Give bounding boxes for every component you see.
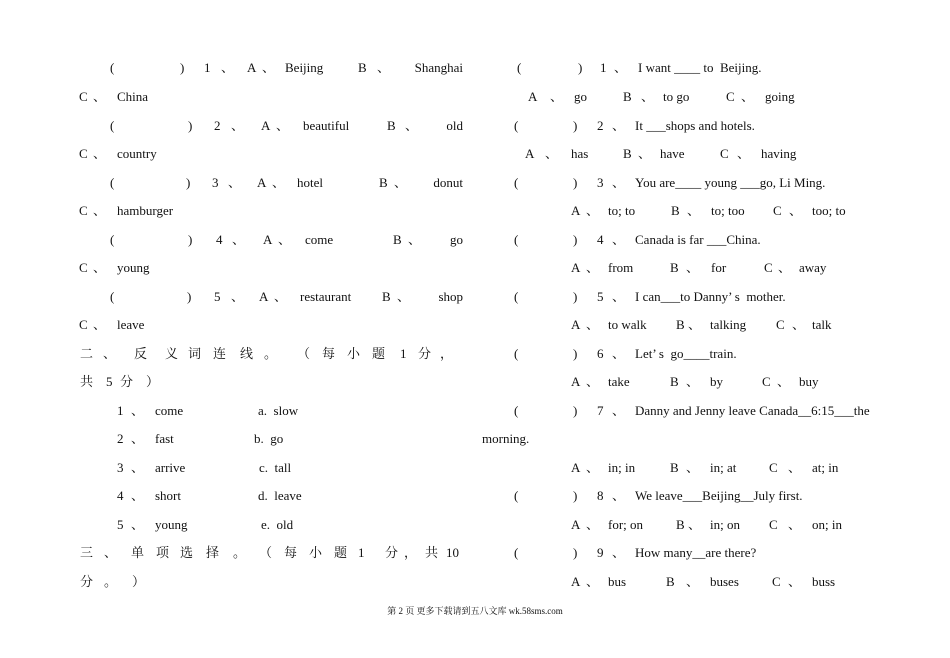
match-item-word: fast: [155, 431, 174, 446]
number-separator: 、: [612, 545, 626, 560]
section-heading-char: 。: [233, 545, 247, 560]
section-heading-char: 每: [284, 545, 298, 560]
answer-paren-open: (: [517, 60, 522, 75]
section-heading-char: ）: [132, 574, 146, 589]
option-b-text: in; on: [710, 517, 740, 532]
section-heading-char: 小: [309, 545, 323, 560]
option-c-label: C: [769, 460, 778, 475]
option-separator: 、: [93, 146, 107, 161]
number-separator: 、: [232, 232, 246, 247]
section-heading-char: ）: [146, 374, 160, 389]
option-separator: 、: [586, 374, 600, 389]
option-c-text: hamburger: [117, 203, 174, 218]
question-number: 4: [597, 232, 604, 247]
section-heading-char: ，: [440, 346, 454, 361]
option-b-label: B: [676, 517, 685, 532]
question-number: 7: [597, 403, 604, 418]
section-heading-char: 共: [425, 545, 439, 560]
number-separator: 、: [231, 289, 245, 304]
answer-paren-open: (: [110, 60, 115, 75]
section-heading-char: （: [297, 346, 311, 361]
section-heading-char: 分: [80, 574, 94, 589]
answer-paren-open: (: [514, 545, 519, 560]
option-c-text: at; in: [812, 460, 839, 475]
option-a-text: from: [608, 260, 634, 275]
match-item-option: e. old: [261, 517, 294, 532]
answer-paren-open: (: [514, 403, 519, 418]
option-a-text: hotel: [297, 175, 323, 190]
match-item-word: young: [155, 517, 188, 532]
option-separator: 、: [586, 260, 600, 275]
option-c-label: C: [726, 89, 735, 104]
question-text: Danny and Jenny leave Canada__6:15___the: [635, 403, 870, 418]
option-separator: 、: [788, 460, 802, 475]
answer-paren-open: (: [514, 488, 519, 503]
option-b-text: to; too: [711, 203, 745, 218]
option-separator: 、: [93, 89, 107, 104]
section-heading-char: （: [259, 545, 273, 560]
option-c-label: C: [776, 317, 785, 332]
option-c-text: talk: [812, 317, 832, 332]
option-b-label: B: [387, 118, 396, 133]
section-heading-char: 每: [322, 346, 336, 361]
option-b-label: B: [623, 89, 632, 104]
section-heading-char: 题: [334, 545, 348, 560]
option-a-text: Beijing: [285, 60, 324, 75]
answer-paren-close: ): [578, 60, 583, 75]
option-b-label: B: [358, 60, 367, 75]
option-separator: 、: [93, 203, 107, 218]
option-separator: 、: [405, 118, 419, 133]
option-separator: 、: [686, 460, 700, 475]
section-heading-char: 线: [240, 346, 254, 361]
option-c-label: C: [79, 146, 88, 161]
question-text: Canada is far ___China.: [635, 232, 761, 247]
option-a-label: A: [571, 374, 581, 389]
question-number: 2: [597, 118, 604, 133]
option-separator: 、: [686, 574, 700, 589]
option-a-text: beautiful: [303, 118, 350, 133]
option-c-text: away: [799, 260, 827, 275]
option-separator: 、: [377, 60, 391, 75]
answer-paren-open: (: [514, 118, 519, 133]
option-a-label: A: [259, 289, 269, 304]
question-number: 8: [597, 488, 604, 503]
answer-paren-open: (: [514, 346, 519, 361]
section-heading-char: 。: [104, 574, 118, 589]
match-item-word: come: [155, 403, 184, 418]
answer-paren-close: ): [180, 60, 185, 75]
question-number: 3: [597, 175, 604, 190]
question-text: We leave___Beijing__July first.: [635, 488, 803, 503]
section-heading-char: 题: [372, 346, 386, 361]
answer-paren-close: ): [573, 488, 578, 503]
answer-paren-open: (: [110, 118, 115, 133]
option-c-label: C: [720, 146, 729, 161]
option-separator: 、: [586, 517, 600, 532]
option-a-label: A: [571, 260, 581, 275]
question-text: I want ____ to Beijing.: [638, 60, 762, 75]
section-heading-char: 、: [104, 545, 118, 560]
match-item-option: a. slow: [258, 403, 299, 418]
option-b-label: B: [666, 574, 675, 589]
answer-paren-close: ): [573, 403, 578, 418]
option-b-text: shop: [438, 289, 463, 304]
section-heading-char: 分: [385, 545, 399, 560]
option-b-label: B: [379, 175, 388, 190]
section-heading-char: 共: [80, 374, 94, 389]
answer-paren-close: ): [573, 346, 578, 361]
match-item-option: c. tall: [259, 460, 292, 475]
section-heading-char: 5: [106, 374, 113, 389]
match-item-number: 1: [117, 403, 124, 418]
option-separator: 、: [687, 203, 701, 218]
option-b-text: Shanghai: [414, 60, 463, 75]
option-separator: 、: [586, 574, 600, 589]
option-c-label: C: [79, 317, 88, 332]
answer-paren-close: ): [187, 289, 192, 304]
question-number: 1: [204, 60, 211, 75]
section-heading-char: 项: [156, 545, 170, 560]
option-b-text: buses: [710, 574, 739, 589]
answer-paren-open: (: [514, 175, 519, 190]
answer-paren-close: ): [188, 232, 193, 247]
answer-paren-close: ): [573, 118, 578, 133]
number-separator: 、: [131, 403, 145, 418]
number-separator: 、: [612, 232, 626, 247]
option-a-text: to; to: [608, 203, 636, 218]
section-heading-char: 择: [206, 545, 220, 560]
section-heading-char: 词: [188, 346, 202, 361]
section-heading-char: 1: [400, 346, 407, 361]
option-separator: 、: [788, 574, 802, 589]
question-number: 5: [597, 289, 604, 304]
match-item-word: short: [155, 488, 181, 503]
question-text: How many__are there?: [635, 545, 757, 560]
option-c-text: having: [761, 146, 797, 161]
match-item-number: 3: [117, 460, 124, 475]
option-a-text: in; in: [608, 460, 636, 475]
option-separator: 、: [638, 146, 652, 161]
option-a-label: A: [247, 60, 257, 75]
option-separator: 、: [408, 232, 422, 247]
option-c-text: leave: [117, 317, 145, 332]
option-separator: 、: [686, 374, 700, 389]
number-separator: 、: [612, 289, 626, 304]
number-separator: 、: [131, 517, 145, 532]
page-footer: 第 2 页 更多下载请到五八文库 wk.58sms.com: [387, 606, 563, 616]
option-separator: 、: [545, 146, 559, 161]
option-separator: 、: [789, 203, 803, 218]
option-separator: 、: [272, 175, 286, 190]
question-number: 9: [597, 545, 604, 560]
option-separator: 、: [792, 317, 806, 332]
option-a-label: A: [261, 118, 271, 133]
option-separator: 、: [777, 374, 791, 389]
option-a-text: to walk: [608, 317, 647, 332]
option-c-text: buss: [812, 574, 836, 589]
option-separator: 、: [686, 260, 700, 275]
option-a-text: come: [305, 232, 334, 247]
option-b-label: B: [393, 232, 402, 247]
option-b-label: B: [676, 317, 685, 332]
question-number: 5: [214, 289, 221, 304]
option-separator: 、: [586, 203, 600, 218]
option-b-text: for: [711, 260, 727, 275]
option-c-text: too; to: [812, 203, 846, 218]
number-separator: 、: [612, 118, 626, 133]
number-separator: 、: [131, 460, 145, 475]
match-item-number: 5: [117, 517, 124, 532]
option-a-label: A: [571, 317, 581, 332]
question-number: 4: [216, 232, 223, 247]
option-b-label: B: [670, 460, 679, 475]
section-heading-char: 选: [180, 545, 194, 560]
option-separator: 、: [397, 289, 411, 304]
match-item-option: d. leave: [258, 488, 302, 503]
option-separator: 、: [550, 89, 564, 104]
option-b-text: talking: [710, 317, 747, 332]
answer-paren-close: ): [188, 118, 193, 133]
option-c-text: country: [117, 146, 157, 161]
section-heading-char: 分: [120, 374, 134, 389]
option-c-label: C: [79, 203, 88, 218]
option-separator: 、: [93, 317, 107, 332]
option-b-text: in; at: [710, 460, 737, 475]
option-c-label: C: [769, 517, 778, 532]
number-separator: 、: [131, 431, 145, 446]
option-c-text: going: [765, 89, 795, 104]
option-separator: 、: [93, 260, 107, 275]
option-a-text: go: [574, 89, 587, 104]
option-c-text: buy: [799, 374, 819, 389]
option-b-label: B: [670, 374, 679, 389]
section-heading-char: 小: [347, 346, 361, 361]
option-separator: 、: [741, 89, 755, 104]
number-separator: 、: [612, 488, 626, 503]
question-text-continued: morning.: [482, 431, 530, 446]
section-heading-char: 反: [134, 346, 148, 361]
number-separator: 、: [221, 60, 235, 75]
number-separator: 、: [231, 118, 245, 133]
section-heading-char: 。: [264, 346, 278, 361]
section-heading-char: 三: [80, 545, 94, 560]
answer-paren-open: (: [110, 175, 115, 190]
number-separator: 、: [612, 403, 626, 418]
answer-paren-close: ): [186, 175, 191, 190]
option-a-label: A: [571, 460, 581, 475]
section-heading-char: 10: [446, 545, 459, 560]
option-c-label: C: [772, 574, 781, 589]
option-separator: 、: [737, 146, 751, 161]
section-heading-char: 义: [165, 346, 179, 361]
option-b-text: donut: [433, 175, 463, 190]
option-separator: 、: [262, 60, 276, 75]
section-heading-char: 单: [131, 545, 145, 560]
option-a-text: has: [571, 146, 589, 161]
question-text: You are____ young ___go, Li Ming.: [635, 175, 826, 190]
option-a-label: A: [257, 175, 267, 190]
option-separator: 、: [274, 289, 288, 304]
option-b-label: B: [623, 146, 632, 161]
answer-paren-close: ): [573, 232, 578, 247]
option-a-label: A: [571, 203, 581, 218]
question-number: 1: [600, 60, 607, 75]
question-number: 6: [597, 346, 604, 361]
option-separator: 、: [276, 118, 290, 133]
question-number: 3: [212, 175, 219, 190]
answer-paren-close: ): [573, 175, 578, 190]
question-text: I can___to Danny’ s mother.: [635, 289, 786, 304]
option-separator: 、: [688, 317, 702, 332]
question-text: It ___shops and hotels.: [635, 118, 755, 133]
option-b-text: old: [446, 118, 463, 133]
option-separator: 、: [394, 175, 408, 190]
match-item-number: 2: [117, 431, 124, 446]
answer-paren-open: (: [110, 232, 115, 247]
match-item-word: arrive: [155, 460, 186, 475]
option-a-label: A: [528, 89, 538, 104]
section-heading-char: 、: [103, 346, 117, 361]
option-b-label: B: [671, 203, 680, 218]
option-c-text: young: [117, 260, 150, 275]
match-item-option: b. go: [254, 431, 284, 446]
section-heading-char: ，: [404, 545, 418, 560]
option-a-text: restaurant: [300, 289, 352, 304]
section-heading-char: 分: [418, 346, 432, 361]
option-a-label: A: [525, 146, 535, 161]
question-number: 2: [214, 118, 221, 133]
option-a-text: bus: [608, 574, 627, 589]
option-b-text: by: [710, 374, 723, 389]
option-c-label: C: [762, 374, 771, 389]
option-separator: 、: [778, 260, 792, 275]
option-separator: 、: [278, 232, 292, 247]
number-separator: 、: [612, 175, 626, 190]
number-separator: 、: [228, 175, 242, 190]
option-separator: 、: [641, 89, 655, 104]
option-c-text: China: [117, 89, 149, 104]
option-c-label: C: [764, 260, 773, 275]
answer-paren-open: (: [514, 232, 519, 247]
option-b-text: have: [660, 146, 685, 161]
option-b-text: go: [450, 232, 463, 247]
option-b-label: B: [670, 260, 679, 275]
answer-paren-close: ): [573, 289, 578, 304]
option-c-label: C: [79, 89, 88, 104]
option-c-label: C: [79, 260, 88, 275]
question-text: Let’ s go____train.: [635, 346, 737, 361]
number-separator: 、: [614, 60, 628, 75]
option-separator: 、: [586, 317, 600, 332]
option-separator: 、: [586, 460, 600, 475]
answer-paren-close: ): [573, 545, 578, 560]
answer-paren-open: (: [110, 289, 115, 304]
option-separator: 、: [788, 517, 802, 532]
option-a-text: take: [608, 374, 630, 389]
section-heading-char: 连: [213, 346, 227, 361]
option-b-text: to go: [663, 89, 690, 104]
number-separator: 、: [612, 346, 626, 361]
section-heading-char: 1: [358, 545, 365, 560]
option-a-label: A: [263, 232, 273, 247]
option-c-label: C: [773, 203, 782, 218]
option-separator: 、: [688, 517, 702, 532]
option-a-text: for; on: [608, 517, 644, 532]
option-a-label: A: [571, 517, 581, 532]
number-separator: 、: [131, 488, 145, 503]
option-c-text: on; in: [812, 517, 842, 532]
match-item-number: 4: [117, 488, 124, 503]
option-a-label: A: [571, 574, 581, 589]
option-b-label: B: [382, 289, 391, 304]
answer-paren-open: (: [514, 289, 519, 304]
section-heading-char: 二: [80, 346, 94, 361]
